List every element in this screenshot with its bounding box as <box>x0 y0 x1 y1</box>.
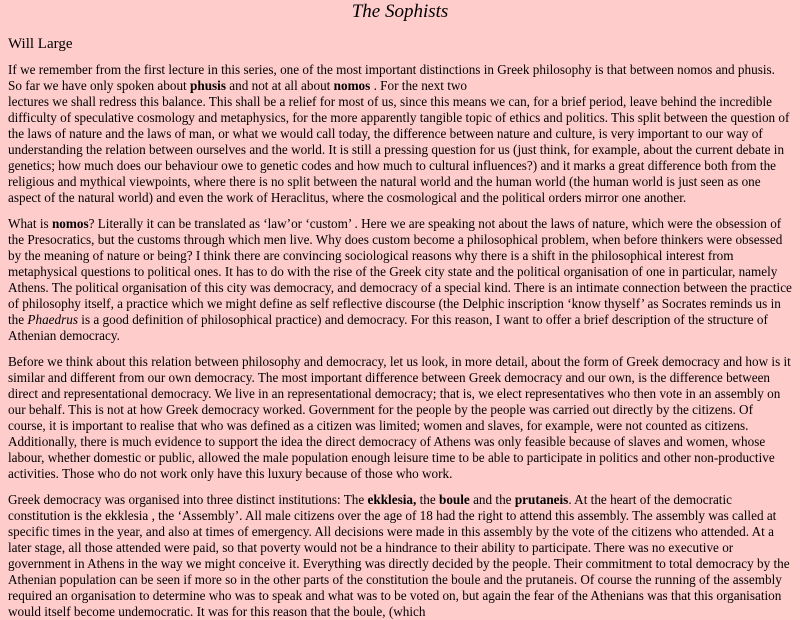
paragraph-4-text-c: and the <box>469 492 515 507</box>
paragraph-4-text-b: the <box>416 492 439 507</box>
paragraph-1 <box>8 62 792 206</box>
paragraph-4-text-d: . At the heart of the democratic constitution is the ekklesia , the ‘Assembly’. All male citizens over the age of 18 had the right to attend this assembly. The assembly was called at specific times in the year, and also at times of emergency. All decisions were made in this assembly by the vote of the citizens who attended. At a later stage, all those attended were paid, so that poverty would not be a hindrance to their ability to participate. There was no executive or government in Athens in the way we might conceive it. Everything was directly decided by the people. Their commitment to total democracy by the Athenian population can be seen if more so in the other parts of the constitution the boule and the prutaneis. Of course the running of the assembly required an organisation to determine who was to speak and what was to be voted on, but again the fear of the Athenians was that this organisation would itself become undemocratic. It was for this reason that the boule, (which <box>8 492 790 619</box>
paragraph-3: Before we think about this relation between philosophy and democracy, let us look, in more detail, about the form of Greek democracy and how is it similar and different from our own democracy. The most important difference between Greek democracy and our own, is the difference between direct and representational democracy. We live in an representational democracy; that is, we elect representatives who then vote in an assembly on our behalf. This is not at how Greek democracy worked. Government for the people by the people was carried out directly by the citizens. Of course, it is important to realise that who was defined as a citizen was limited; women and slaves, for example, were not counted as citizens. Additionally, there is much evidence to support the idea the direct democracy of Athens was only feasible because of slaves and women, whose labour, whether domestic or public, allowed the male population enough leisure time to be able to participate in politics and other non-productive activities. Those who do not work only have this luxury because of those who work. <box>8 354 791 481</box>
term-ekklesia: ekklesia, <box>367 492 417 507</box>
term-nomos-2: nomos <box>51 216 89 231</box>
document-author: Will Large <box>8 36 73 52</box>
paragraph-2-text-b: ? Literally it can be translated as ‘law’or ‘custom’ . Here we are speaking not about the laws of nature, which were the obsession of the Presocratics, but the customs through which men live. Why does custom become a philosophical problem, when before thinkers were obsessed by the meaning of nature or being? I think there are convincing sociological reasons why there is a shift in the philosophical interest from metaphysical questions to political ones. It has to do with the rise of the Greek city state and the political organisation of one in particular, namely Athens. The political organisation of this city was democracy, and democracy of a special kind. There is an intimate connection between the practice of philosophy itself, a practice which we might define as self reflective discourse (the Delphic inscription ‘know thyself’ as Socrates reminds us in the <box>8 216 792 327</box>
document-page <box>8 0 792 620</box>
document-title: The Sophists <box>351 1 449 22</box>
paragraph-2-text-c: is a good definition of philosophical practice) and democracy. For this reason, I want to offer a brief description of the structure of Athenian democracy. <box>8 312 768 343</box>
paragraph-1-text-a: If we remember from the first lecture in this series, one of the most important distinctions in Greek philosophy is that between nomos and phusis. So far we have only spoken about <box>8 62 775 93</box>
paragraph-4 <box>8 492 792 620</box>
term-phusis: phusis <box>190 78 226 93</box>
paragraph-4-text-a: Greek democracy was organised into three distinct institutions: The <box>8 492 368 507</box>
paragraph-1-text-c: . For the next two <box>370 78 467 93</box>
term-boule: boule <box>438 492 470 507</box>
paragraph-2-text-a: What is <box>8 216 52 231</box>
paragraph-1-text-b: and not at all about <box>225 78 334 93</box>
term-nomos: nomos <box>333 78 371 93</box>
title-phaedrus: Phaedrus <box>27 312 78 327</box>
term-prutaneis: prutaneis <box>514 492 569 507</box>
paragraph-2 <box>8 216 792 344</box>
paragraph-1-text-d: lectures we shall redress this balance. This shall be a relief for most of us, since this means we can, for a brief period, leave behind the incredible difficulty of speculative cosmology and metaphysics, for the more apparently tangible topic of ethics and politics. This split between the question of the laws of nature and the laws of man, or what we would call today, the difference between nature and culture, is very important to our way of understanding the relation between ourselves and the world. It is still a pressing question for us (just think, for example, about the current debate in genetics; how much does our behaviour owe to genetic codes and how much to cultural influences?) and it marks a great difference both from the religious and mythical viewpoints, where there is no split between the natural world and the human world (the human world is just seen as one aspect of the natural world) and even the work of Heraclitus, where the cosmological and the political orders mirror one another. <box>8 94 790 205</box>
